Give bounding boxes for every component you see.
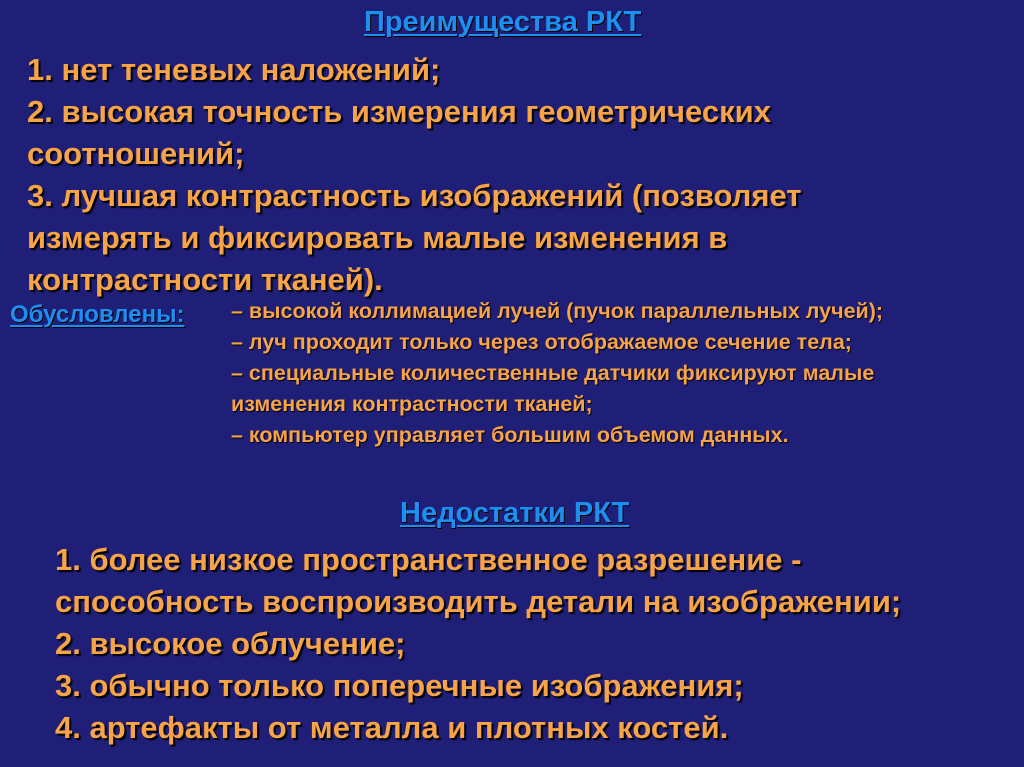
reasons-line: – луч проходит только через отображаемое сечение тела; <box>231 330 852 354</box>
disadvantages-line: способность воспроизводить детали на изображении; <box>55 584 902 619</box>
reasons-line: – компьютер управляет большим объемом данных. <box>231 423 789 447</box>
disadvantages-title: Недостатки РКТ <box>400 497 630 529</box>
reasons-line: изменения контрастности тканей; <box>231 392 593 416</box>
advantages-line: соотношений; <box>27 136 245 171</box>
disadvantages-line: 4. артефакты от металла и плотных костей. <box>55 710 729 745</box>
reasons-line: – высокой коллимацией лучей (пучок параллельных лучей); <box>231 299 884 323</box>
advantages-line: 2. высокая точность измерения геометрических <box>27 94 771 129</box>
advantages-line: 1. нет теневых наложений; <box>27 52 441 87</box>
disadvantages-line: 3. обычно только поперечные изображения; <box>55 668 744 703</box>
advantages-line: 3. лучшая контрастность изображений (позволяет <box>27 178 802 213</box>
disadvantages-line: 2. высокое облучение; <box>55 626 406 661</box>
reasons-label: Обусловлены: <box>10 301 185 328</box>
disadvantages-line: 1. более низкое пространственное разрешение - <box>55 542 802 577</box>
reasons-list <box>231 296 883 451</box>
advantages-title: Преимущества РКТ <box>364 6 642 38</box>
advantages-list <box>27 49 801 301</box>
reasons-line: – специальные количественные датчики фиксируют малые <box>231 361 875 385</box>
advantages-line: контрастности тканей). <box>27 262 383 297</box>
disadvantages-list <box>55 539 901 749</box>
advantages-line: измерять и фиксировать малые изменения в <box>27 220 728 255</box>
